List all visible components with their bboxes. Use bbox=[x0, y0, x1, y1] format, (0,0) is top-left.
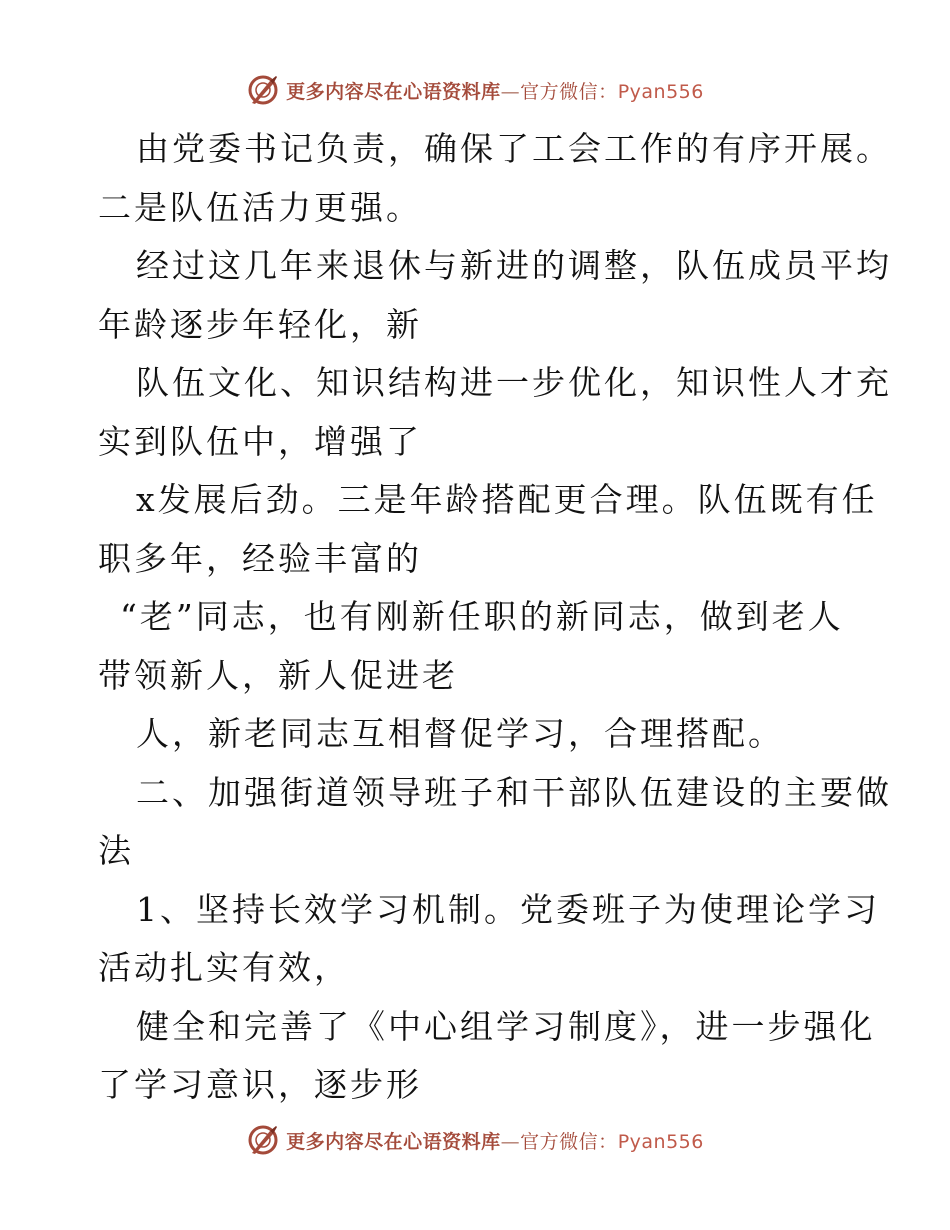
body-line: 队伍文化、知识结构进一步优化，知识性人才充 bbox=[136, 363, 892, 402]
header-watermark-banner bbox=[0, 70, 950, 110]
watermark-wechat-label: 官方微信： bbox=[520, 1130, 618, 1153]
body-line: 二是队伍活力更强。 bbox=[98, 187, 422, 227]
body-line: 年龄逐步年轻化，新 bbox=[98, 304, 422, 344]
body-line: 活动扎实有效， bbox=[98, 948, 350, 987]
body-line: 人，新老同志互相督促学习，合理搭配。 bbox=[136, 714, 784, 753]
watermark-wechat-handle: Pyan556 bbox=[617, 1130, 704, 1153]
body-line: x发展后劲。三是年龄搭配更合理。队伍既有任 bbox=[136, 480, 878, 519]
section-heading-continued: 法 bbox=[98, 831, 134, 870]
body-line: 1、坚持长效学习机制。党委班子为使理论学习 bbox=[136, 889, 880, 929]
watermark-wechat-label: 官方微信： bbox=[520, 80, 618, 103]
body-line: 健全和完善了《中心组学习制度》，进一步强化 bbox=[136, 1006, 876, 1046]
body-line: 了学习意识，逐步形 bbox=[98, 1065, 422, 1104]
footer-watermark-banner bbox=[0, 1120, 950, 1160]
watermark-separator: — bbox=[500, 1130, 521, 1153]
watermark-separator: — bbox=[500, 80, 521, 103]
body-line: 由党委书记负责，确保了工会工作的有序开展。 bbox=[136, 129, 892, 168]
watermark-site-name: 更多内容尽在心语资料库 bbox=[286, 1130, 501, 1153]
body-line: “老”同志，也有刚新任职的新同志，做到老人 bbox=[120, 597, 844, 636]
quill-seal-icon bbox=[246, 73, 280, 107]
body-line: 实到队伍中，增强了 bbox=[98, 421, 422, 461]
watermark-text bbox=[286, 77, 704, 104]
section-heading: 二、加强街道领导班子和干部队伍建设的主要做 bbox=[136, 772, 892, 812]
document-body bbox=[98, 120, 892, 1115]
watermark-site-name: 更多内容尽在心语资料库 bbox=[286, 80, 501, 103]
quill-seal-icon bbox=[246, 1123, 280, 1157]
body-line: 职多年，经验丰富的 bbox=[98, 538, 422, 578]
watermark-text bbox=[286, 1127, 704, 1154]
watermark-wechat-handle: Pyan556 bbox=[617, 80, 704, 103]
body-line: 经过这几年来退休与新进的调整，队伍成员平均 bbox=[136, 246, 892, 285]
body-line: 带领新人，新人促进老 bbox=[98, 655, 458, 695]
